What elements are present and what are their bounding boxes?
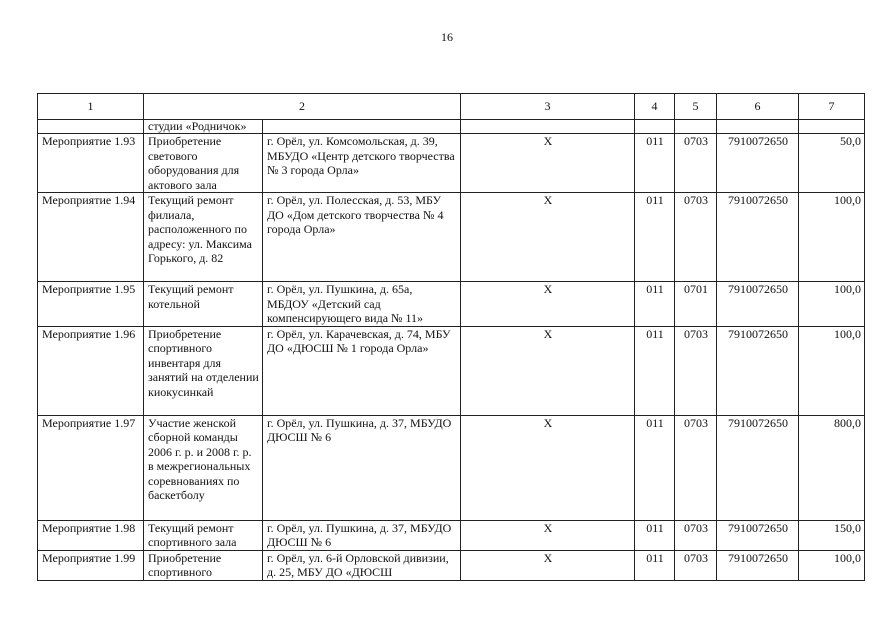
- table-row: [38, 282, 865, 327]
- activity-address: г. Орёл, ул. Полесская, д. 53, МБУ ДО «Дом детского творчества № 4 города Орла»: [263, 193, 461, 282]
- table-row: [38, 520, 865, 550]
- header-cell-7: 7: [799, 94, 865, 120]
- activity-code-6: 7910072650: [717, 193, 799, 282]
- header-cell-3: 3: [461, 94, 635, 120]
- activity-mark: Х: [461, 520, 635, 550]
- activity-code-5: 0703: [675, 134, 717, 193]
- table-row: [38, 193, 865, 282]
- activity-code-5: 0701: [675, 282, 717, 327]
- activity-code-6: 7910072650: [717, 520, 799, 550]
- header-cell-1: 1: [38, 94, 144, 120]
- activity-id: Мероприятие 1.94: [38, 193, 144, 282]
- activity-code-4: 011: [635, 193, 675, 282]
- activity-id: Мероприятие 1.95: [38, 282, 144, 327]
- activity-amount: 100,0: [799, 326, 865, 415]
- activity-mark: Х: [461, 550, 635, 580]
- activity-mark: Х: [461, 282, 635, 327]
- table-row: [38, 326, 865, 415]
- activity-address: г. Орёл, ул. Пушкина, д. 65а, МБДОУ «Детский сад компенсирующего вида № 11»: [263, 282, 461, 327]
- activity-code-4: 011: [635, 415, 675, 520]
- activities-table: [37, 93, 865, 581]
- continuation-empty-cell: [38, 120, 144, 134]
- activity-id: Мероприятие 1.98: [38, 520, 144, 550]
- continuation-row: [38, 120, 865, 134]
- header-cell-2: 2: [144, 94, 461, 120]
- activity-id: Мероприятие 1.97: [38, 415, 144, 520]
- activity-amount: 50,0: [799, 134, 865, 193]
- activity-address: г. Орёл, ул. Карачевская, д. 74, МБУ ДО «ДЮСШ № 1 города Орла»: [263, 326, 461, 415]
- header-cell-5: 5: [675, 94, 717, 120]
- activity-name: Участие женской сборной команды 2006 г. р. и 2008 г. р. в межрегиональных соревнованиях по баскетболу: [144, 415, 263, 520]
- activity-code-4: 011: [635, 282, 675, 327]
- activity-code-4: 011: [635, 326, 675, 415]
- header-cell-4: 4: [635, 94, 675, 120]
- activity-name: Приобретение спортивного инвентаря для занятий на отделении киокусинкай: [144, 326, 263, 415]
- activity-name: Приобретение светового оборудования для актового зала: [144, 134, 263, 193]
- activity-amount: 100,0: [799, 193, 865, 282]
- activity-code-6: 7910072650: [717, 282, 799, 327]
- activity-mark: Х: [461, 326, 635, 415]
- activity-address: г. Орёл, ул. 6-й Орловской дивизии, д. 25, МБУ ДО «ДЮСШ: [263, 550, 461, 580]
- activity-code-4: 011: [635, 550, 675, 580]
- activity-code-5: 0703: [675, 193, 717, 282]
- activity-code-4: 011: [635, 520, 675, 550]
- activity-address: г. Орёл, ул. Пушкина, д. 37, МБУДО ДЮСШ № 6: [263, 415, 461, 520]
- activity-name: Приобретение спортивного: [144, 550, 263, 580]
- activity-amount: 100,0: [799, 282, 865, 327]
- activity-address: г. Орёл, ул. Комсомольская, д. 39, МБУДО «Центр детского творчества № 3 города Орла»: [263, 134, 461, 193]
- activity-address: г. Орёл, ул. Пушкина, д. 37, МБУДО ДЮСШ № 6: [263, 520, 461, 550]
- activity-code-4: 011: [635, 134, 675, 193]
- activity-code-5: 0703: [675, 326, 717, 415]
- activity-id: Мероприятие 1.93: [38, 134, 144, 193]
- activity-code-5: 0703: [675, 550, 717, 580]
- activity-code-5: 0703: [675, 520, 717, 550]
- header-cell-6: 6: [717, 94, 799, 120]
- activity-code-6: 7910072650: [717, 326, 799, 415]
- continuation-text: студии «Родничок»: [144, 120, 263, 134]
- activity-name: Текущий ремонт филиала, расположенного по адресу: ул. Максима Горького, д. 82: [144, 193, 263, 282]
- activity-amount: 800,0: [799, 415, 865, 520]
- activity-mark: Х: [461, 415, 635, 520]
- table-row: [38, 415, 865, 520]
- table-row: [38, 550, 865, 580]
- activity-code-6: 7910072650: [717, 550, 799, 580]
- activity-name: Текущий ремонт котельной: [144, 282, 263, 327]
- activity-name: Текущий ремонт спортивного зала: [144, 520, 263, 550]
- activity-mark: Х: [461, 134, 635, 193]
- activity-code-6: 7910072650: [717, 415, 799, 520]
- activity-id: Мероприятие 1.96: [38, 326, 144, 415]
- activity-amount: 150,0: [799, 520, 865, 550]
- activity-id: Мероприятие 1.99: [38, 550, 144, 580]
- header-row: [38, 94, 865, 120]
- page-number: 16: [441, 30, 453, 44]
- activity-code-6: 7910072650: [717, 134, 799, 193]
- activity-mark: Х: [461, 193, 635, 282]
- table-row: [38, 134, 865, 193]
- activity-amount: 100,0: [799, 550, 865, 580]
- activity-code-5: 0703: [675, 415, 717, 520]
